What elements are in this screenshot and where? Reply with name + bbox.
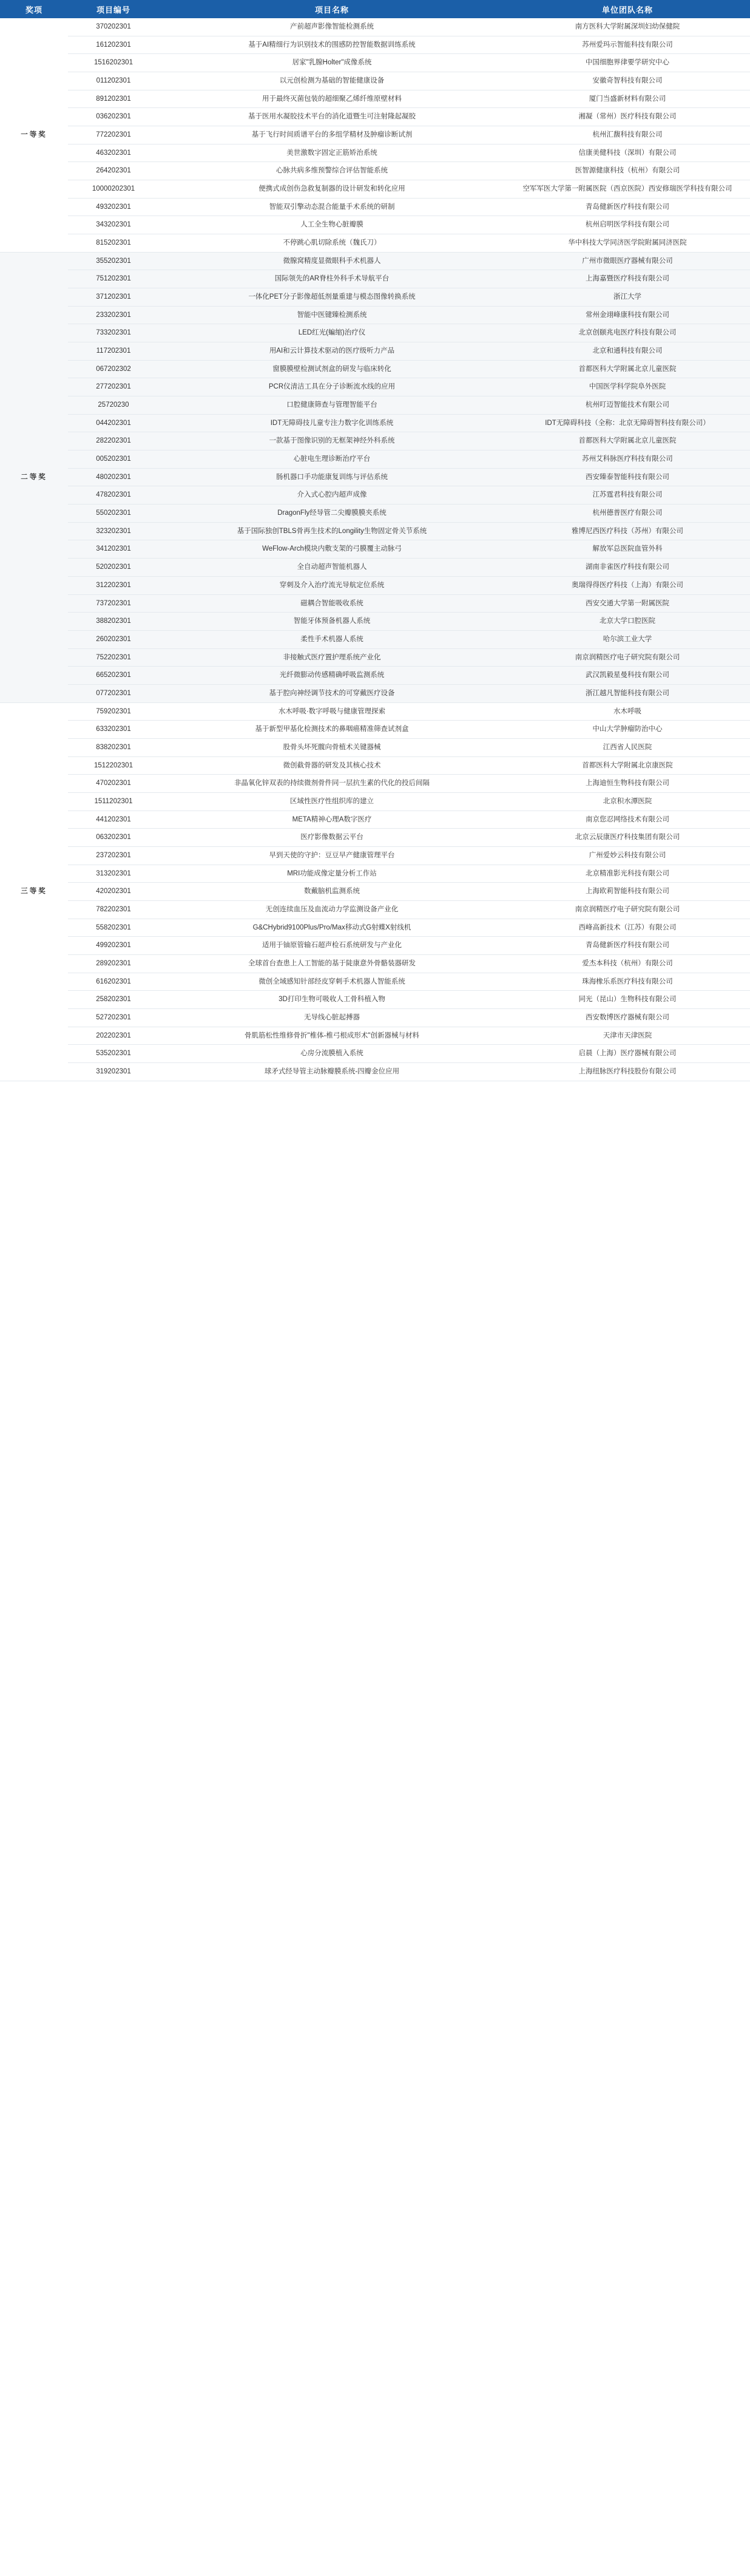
unit-team-name: 同光（昆山）生物科技有限公司 — [505, 991, 750, 1009]
table-row[interactable] — [0, 648, 750, 667]
table-row[interactable] — [0, 36, 750, 54]
unit-team-name: 西峰高新技术（江苏）有限公司 — [505, 919, 750, 937]
unit-team-name: 南京您忍网络技术有限公司 — [505, 811, 750, 829]
project-code: 161202301 — [68, 36, 159, 54]
project-name: 适用于铀原管输石超声检石系统研发与产业化 — [159, 937, 505, 955]
table-body — [0, 18, 750, 1081]
unit-team-name: IDT无障碍科技（全称：北京无障碍智科技有限公司） — [505, 414, 750, 432]
unit-team-name: 广州市微眼医疗器械有限公司 — [505, 252, 750, 270]
project-name: 区域性医疗性组织库的建立 — [159, 792, 505, 811]
table-header-row — [0, 0, 750, 18]
table-row[interactable] — [0, 613, 750, 631]
project-code: 1512202301 — [68, 756, 159, 775]
unit-team-name: 西安交通大学第一附属医院 — [505, 594, 750, 613]
unit-team-name: 西安臻泰智能科技有限公司 — [505, 468, 750, 486]
project-code: 782202301 — [68, 900, 159, 919]
project-code: 665202301 — [68, 667, 159, 685]
project-code: 838202301 — [68, 738, 159, 756]
project-code: 044202301 — [68, 414, 159, 432]
project-code: 480202301 — [68, 468, 159, 486]
project-name: MRI功能成像定量分析工作站 — [159, 865, 505, 883]
project-code: 891202301 — [68, 90, 159, 108]
table-row[interactable] — [0, 811, 750, 829]
table-row[interactable] — [0, 342, 750, 361]
project-name: DragonFly经导管二尖瓣膜膜夹系统 — [159, 505, 505, 523]
project-name: 数戴脑机监测系统 — [159, 883, 505, 901]
table-row[interactable] — [0, 559, 750, 577]
project-name: 基于医用水凝胶技术平台的消化道暨生可注射隆起凝胶 — [159, 108, 505, 126]
project-code: 282202301 — [68, 432, 159, 450]
unit-team-name: 江西省人民医院 — [505, 738, 750, 756]
project-code: 550202301 — [68, 505, 159, 523]
table-row[interactable] — [0, 991, 750, 1009]
project-code: 616202301 — [68, 973, 159, 991]
project-code: 323202301 — [68, 522, 159, 540]
unit-team-name: 苏州爱玛示智能科技有限公司 — [505, 36, 750, 54]
unit-team-name: 启晨（上海）医疗器械有限公司 — [505, 1045, 750, 1063]
unit-team-name: 上海嘉暨医疗科技有限公司 — [505, 270, 750, 288]
project-code: 036202301 — [68, 108, 159, 126]
table-row[interactable] — [0, 198, 750, 216]
project-name: 用AI和云计算技术驱动的医疗级听力产品 — [159, 342, 505, 361]
project-name: 智能中医键臻检测系统 — [159, 306, 505, 324]
table-row[interactable] — [0, 378, 750, 396]
unit-team-name: 青岛健新医疗科技有限公司 — [505, 937, 750, 955]
table-row[interactable] — [0, 865, 750, 883]
unit-team-name: 南京润精医疗电子研究院有限公司 — [505, 648, 750, 667]
project-name: PCR仪清洁工具在分子诊断流水线的应用 — [159, 378, 505, 396]
project-name: 基于AI精细行为识别技术的围感防控智能数据训练系统 — [159, 36, 505, 54]
project-code: 233202301 — [68, 306, 159, 324]
unit-team-name: 珠海橡乐系医疗科技有限公司 — [505, 973, 750, 991]
table-row[interactable] — [0, 522, 750, 540]
award-group-label: 三等奖 — [0, 702, 68, 1081]
project-name: 基于腔向神经调节技术的可穿戴医疗设备 — [159, 684, 505, 702]
project-code: 343202301 — [68, 216, 159, 234]
unit-team-name: 北京和通科技有限公司 — [505, 342, 750, 361]
table-row[interactable] — [0, 54, 750, 72]
project-name: 以元创检测为基础的智能健康设备 — [159, 72, 505, 90]
project-name: 心房分流膜植入系统 — [159, 1045, 505, 1063]
project-code: 1511202301 — [68, 792, 159, 811]
unit-team-name: 北京云辰康医疗科技集团有限公司 — [505, 829, 750, 847]
table-row[interactable] — [0, 72, 750, 90]
project-code: 077202301 — [68, 684, 159, 702]
unit-team-name: 信康美健科技（深圳）有限公司 — [505, 144, 750, 162]
table-row[interactable] — [0, 846, 750, 865]
unit-team-name: 湖南非雀医疗科技有限公司 — [505, 559, 750, 577]
project-code: 520202301 — [68, 559, 159, 577]
table-row[interactable] — [0, 108, 750, 126]
project-name: 磁耦合智能吸收系统 — [159, 594, 505, 613]
project-name: 心脉共病多维预警综合评估智能系统 — [159, 162, 505, 180]
project-name: IDT无障碍技儿童专注力数字化训练系统 — [159, 414, 505, 432]
project-name: 球矛式经导管主动脉瓣膜系统-四瓣金位应用 — [159, 1062, 505, 1081]
project-name: 肠机器口手功能康复训练与评估系统 — [159, 468, 505, 486]
project-code: 370202301 — [68, 18, 159, 36]
project-code: 759202301 — [68, 702, 159, 721]
project-name: 人工全生物心脏瓣膜 — [159, 216, 505, 234]
project-code: 737202301 — [68, 594, 159, 613]
project-code: 527202301 — [68, 1008, 159, 1027]
project-name: 一款基于图像识别的无框架神经外科系统 — [159, 432, 505, 450]
unit-team-name: 青岛健新医疗科技有限公司 — [505, 198, 750, 216]
project-code: 277202301 — [68, 378, 159, 396]
unit-team-name: 医智源健康科技（杭州）有限公司 — [505, 162, 750, 180]
project-name: 全球首台查患上人工智能的基于陡康意外骨骼装器研发 — [159, 954, 505, 973]
project-name: 居家"乳腺Holter"成像系统 — [159, 54, 505, 72]
unit-team-name: 杭州启明医学科技有限公司 — [505, 216, 750, 234]
project-name: 心脏电生理诊断治疗平台 — [159, 450, 505, 469]
table-row[interactable] — [0, 162, 750, 180]
project-name: 微创全域感知针部经皮穿刺手术机器人智能系统 — [159, 973, 505, 991]
project-name: 一体化PET分子影像超低剂量重建与模态图像转换系统 — [159, 288, 505, 307]
unit-team-name: 南方医科大学附属深圳妇幼保健院 — [505, 18, 750, 36]
award-group-label: 二等奖 — [0, 252, 68, 702]
project-name: LED红光(蝙缩)治疗仪 — [159, 324, 505, 342]
table-row[interactable] — [0, 234, 750, 253]
table-row[interactable] — [0, 414, 750, 432]
unit-team-name: 首都医科大学附属北京康医院 — [505, 756, 750, 775]
table-row[interactable] — [0, 505, 750, 523]
column-header-award: 奖项 — [0, 0, 68, 18]
unit-team-name: 北京积水潭医院 — [505, 792, 750, 811]
project-name: 用于最终灭菌包装的超细聚乙烯纤维原壁材料 — [159, 90, 505, 108]
table-row[interactable] — [0, 126, 750, 144]
project-name: 基于飞行时间质谱平台的多组学精材及肿瘤诊断试剂 — [159, 126, 505, 144]
unit-team-name: 首都医科大学附属北京儿童医院 — [505, 360, 750, 378]
unit-team-name: 奥瑞得得医疗科技（上海）有限公司 — [505, 576, 750, 594]
table-row[interactable] — [0, 216, 750, 234]
table-row[interactable] — [0, 684, 750, 702]
project-code: 341202301 — [68, 540, 159, 559]
table-row[interactable] — [0, 540, 750, 559]
table-row[interactable] — [0, 883, 750, 901]
table-row[interactable] — [0, 738, 750, 756]
project-code: 289202301 — [68, 954, 159, 973]
table-row[interactable] — [0, 324, 750, 342]
table-header — [0, 0, 750, 18]
project-code: 1516202301 — [68, 54, 159, 72]
table-row[interactable] — [0, 270, 750, 288]
project-code: 067202302 — [68, 360, 159, 378]
table-row[interactable] — [0, 360, 750, 378]
table-row[interactable] — [0, 792, 750, 811]
project-code: 260202301 — [68, 630, 159, 648]
project-name: 便携式成创伤急救复制器的设计研发和转化应用 — [159, 180, 505, 199]
unit-team-name: 中国细胞界律要学研究中心 — [505, 54, 750, 72]
table-row[interactable] — [0, 180, 750, 199]
project-name: 口腔健康筛查与管理智能平台 — [159, 396, 505, 415]
unit-team-name: 水木呼吸 — [505, 702, 750, 721]
unit-team-name: 杭州叮迈智能技术有限公司 — [505, 396, 750, 415]
unit-team-name: 江苏霆君科技有限公司 — [505, 486, 750, 505]
project-code: 815202301 — [68, 234, 159, 253]
project-code: 752202301 — [68, 648, 159, 667]
column-header-name: 项目名称 — [159, 0, 505, 18]
project-name: 智能牙体预备机器人系统 — [159, 613, 505, 631]
unit-team-name: 湘凝（常州）医疗科技有限公司 — [505, 108, 750, 126]
table-row[interactable] — [0, 396, 750, 415]
table-row[interactable] — [0, 937, 750, 955]
table-row[interactable] — [0, 919, 750, 937]
project-name: 基于新型甲基化检测技术的鼻咽癌精准筛查试剂盒 — [159, 721, 505, 739]
project-code: 313202301 — [68, 865, 159, 883]
project-code: 355202301 — [68, 252, 159, 270]
unit-team-name: 空军军医大学第一附属医院（西京医院）西安修瑞医学科技有限公司 — [505, 180, 750, 199]
project-name: 无创连续血压及血流动力学监测设备产业化 — [159, 900, 505, 919]
project-code: 493202301 — [68, 198, 159, 216]
table-row[interactable] — [0, 1045, 750, 1063]
project-code: 25720230 — [68, 396, 159, 415]
project-name: 美世激数字固定正筋矫治系统 — [159, 144, 505, 162]
unit-team-name: 杭州德普医疗有限公司 — [505, 505, 750, 523]
table-row[interactable] — [0, 900, 750, 919]
table-row[interactable] — [0, 450, 750, 469]
table-row[interactable] — [0, 594, 750, 613]
unit-team-name: 爱杰本科技（杭州）有限公司 — [505, 954, 750, 973]
project-code: 202202301 — [68, 1027, 159, 1045]
table-row[interactable] — [0, 1027, 750, 1045]
project-name: 不停跳心肌切除系统（魏氏刀） — [159, 234, 505, 253]
table-row[interactable] — [0, 1008, 750, 1027]
table-row[interactable] — [0, 630, 750, 648]
table-row[interactable] — [0, 252, 750, 270]
project-code: 388202301 — [68, 613, 159, 631]
project-code: 258202301 — [68, 991, 159, 1009]
project-name: WeFlow-Arch模块内敷支架的弓膜覆主动脉弓 — [159, 540, 505, 559]
project-code: 558202301 — [68, 919, 159, 937]
project-name: G&CHybrid9100Plus/Pro/Max移动式G射蝶X射线机 — [159, 919, 505, 937]
project-name: 骨肌筋松性维修骨折"椎体-椎弓根成形术"创新器械与材料 — [159, 1027, 505, 1045]
project-code: 237202301 — [68, 846, 159, 865]
project-code: 117202301 — [68, 342, 159, 361]
unit-team-name: 安徽奇智科技有限公司 — [505, 72, 750, 90]
project-code: 011202301 — [68, 72, 159, 90]
project-code: 063202301 — [68, 829, 159, 847]
project-name: 基于国际独创TBLS骨再生技术的Longility生物固定骨关节系统 — [159, 522, 505, 540]
unit-team-name: 上海迪恒生物科技有限公司 — [505, 775, 750, 793]
table-row[interactable] — [0, 775, 750, 793]
project-code: 733202301 — [68, 324, 159, 342]
project-name: 微创截骨器的研发及其核心技术 — [159, 756, 505, 775]
unit-team-name: 苏州艾科脉医疗科技有限公司 — [505, 450, 750, 469]
table-row[interactable] — [0, 954, 750, 973]
unit-team-name: 浙江大学 — [505, 288, 750, 307]
project-code: 751202301 — [68, 270, 159, 288]
project-name: 光纤微膨动传感精确呼吸监测系统 — [159, 667, 505, 685]
column-header-code: 项目编号 — [68, 0, 159, 18]
project-code: 10000202301 — [68, 180, 159, 199]
unit-team-name: 上海欧莉智能科技有限公司 — [505, 883, 750, 901]
unit-team-name: 北京创颐兆电医疗科技有限公司 — [505, 324, 750, 342]
table-row[interactable] — [0, 288, 750, 307]
project-code: 420202301 — [68, 883, 159, 901]
table-row[interactable] — [0, 973, 750, 991]
unit-team-name: 西安数博医疗器械有限公司 — [505, 1008, 750, 1027]
table-row[interactable] — [0, 306, 750, 324]
project-name: 穿刺及介入治疗流光导航定位系统 — [159, 576, 505, 594]
project-code: 005202301 — [68, 450, 159, 469]
unit-team-name: 中国医学科学院阜外医院 — [505, 378, 750, 396]
project-code: 470202301 — [68, 775, 159, 793]
table-row[interactable] — [0, 90, 750, 108]
project-name: 3D打印生物可吸收人工骨科植入物 — [159, 991, 505, 1009]
table-row[interactable] — [0, 756, 750, 775]
project-name: 智能双引擎动态混合能量手术系统的研制 — [159, 198, 505, 216]
project-name: 全自动超声智能机器人 — [159, 559, 505, 577]
project-code: 463202301 — [68, 144, 159, 162]
unit-team-name: 武汉凯毅星曼科技有限公司 — [505, 667, 750, 685]
project-name: 非晶氧化锌双表的持续微剂骨件同一层抗生素的代化的投后间隔 — [159, 775, 505, 793]
column-header-unit: 单位团队名称 — [505, 0, 750, 18]
project-name: 介入式心腔内超声成像 — [159, 486, 505, 505]
project-code: 441202301 — [68, 811, 159, 829]
project-code: 633202301 — [68, 721, 159, 739]
unit-team-name: 北京精准影光科技有限公司 — [505, 865, 750, 883]
table-row[interactable] — [0, 576, 750, 594]
project-code: 319202301 — [68, 1062, 159, 1081]
project-name: 柔性手术机器人系统 — [159, 630, 505, 648]
project-name: 非接触式医疗置护理系统产业化 — [159, 648, 505, 667]
unit-team-name: 哈尔滨工业大学 — [505, 630, 750, 648]
unit-team-name: 解放军总医院血管外科 — [505, 540, 750, 559]
project-name: 医疗影像数据云平台 — [159, 829, 505, 847]
table-row[interactable] — [0, 702, 750, 721]
project-code: 499202301 — [68, 937, 159, 955]
award-table — [0, 0, 750, 1081]
project-code: 772202301 — [68, 126, 159, 144]
unit-team-name: 华中科技大学同济医学院附属同济医院 — [505, 234, 750, 253]
unit-team-name: 广州爱妙云科技有限公司 — [505, 846, 750, 865]
project-name: META精神心理A数字医疗 — [159, 811, 505, 829]
unit-team-name: 浙江越凡智能科技有限公司 — [505, 684, 750, 702]
project-code: 535202301 — [68, 1045, 159, 1063]
project-name: 股骨头坏死髋向骨植术关键器械 — [159, 738, 505, 756]
table-row[interactable] — [0, 432, 750, 450]
project-code: 264202301 — [68, 162, 159, 180]
table-row[interactable] — [0, 667, 750, 685]
unit-team-name: 雅博尼西医疗科技（苏州）有限公司 — [505, 522, 750, 540]
project-code: 312202301 — [68, 576, 159, 594]
table-row[interactable] — [0, 829, 750, 847]
project-name: 早到天使的守护：豆豆早产健康管理平台 — [159, 846, 505, 865]
table-row[interactable] — [0, 486, 750, 505]
table-row[interactable] — [0, 144, 750, 162]
unit-team-name: 天津市天津医院 — [505, 1027, 750, 1045]
table-row[interactable] — [0, 721, 750, 739]
table-row[interactable] — [0, 1062, 750, 1081]
unit-team-name: 常州金翊峰康科技有限公司 — [505, 306, 750, 324]
project-name: 产前超声影像智能检测系统 — [159, 18, 505, 36]
award-group-label: 一等奖 — [0, 18, 68, 252]
unit-team-name: 厦门当盛新材料有限公司 — [505, 90, 750, 108]
project-name: 水木呼吸·数字呼吸与健康管理探索 — [159, 702, 505, 721]
unit-team-name: 中山大学肿瘤防治中心 — [505, 721, 750, 739]
unit-team-name: 北京大学口腔医院 — [505, 613, 750, 631]
project-name: 国际领先的AR脊柱外科手术导航平台 — [159, 270, 505, 288]
table-row[interactable] — [0, 468, 750, 486]
project-name: 窗膜膜壁检测试剂盒的研发与临床转化 — [159, 360, 505, 378]
project-name: 无导线心脏起搏器 — [159, 1008, 505, 1027]
table-row[interactable] — [0, 18, 750, 36]
unit-team-name: 杭州汇馥科技有限公司 — [505, 126, 750, 144]
unit-team-name: 上海纽脉医疗科技股份有限公司 — [505, 1062, 750, 1081]
unit-team-name: 南京润精医疗电子研究院有限公司 — [505, 900, 750, 919]
project-name: 微腺窝精度显微眼科手术机器人 — [159, 252, 505, 270]
project-code: 371202301 — [68, 288, 159, 307]
unit-team-name: 首都医科大学附属北京儿童医院 — [505, 432, 750, 450]
project-code: 478202301 — [68, 486, 159, 505]
